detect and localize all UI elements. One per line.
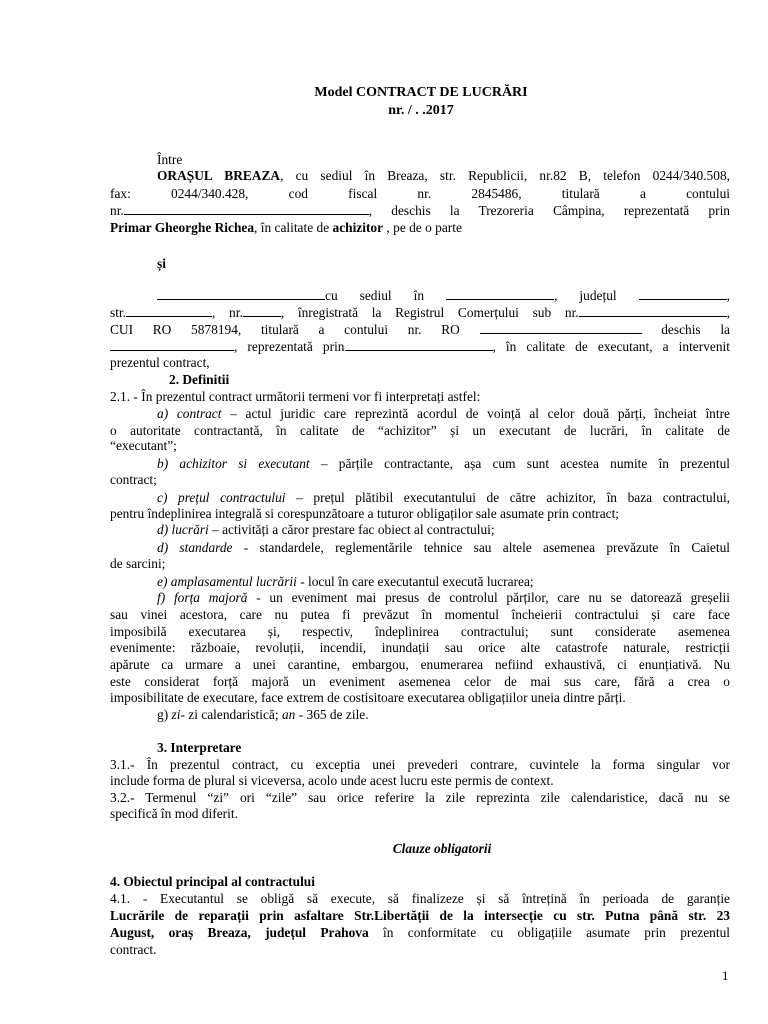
interp-3-1-line1: 3.1.- În prezentul contract, cu exceptia unei prevederi contrare, cuvintele la forma singular vor	[110, 757, 730, 772]
party1-line4-end: , pe de o parte	[383, 220, 462, 235]
def-a-term: a) contract	[157, 406, 222, 421]
party2-street-label: str.	[110, 305, 126, 320]
def-c-line1	[157, 490, 730, 506]
def-e-line1	[157, 574, 730, 590]
def-f-line7: imposibilitate de executare, face extrem de costisitoare executarea obligațiilor uneia dintre părți.	[110, 690, 626, 705]
def-f-text: - un eveniment mai presus de controlul părților, care nu se datorează greșelii	[247, 590, 730, 605]
interp-3-2-line1: 3.2.- Termenul “zi” ori “zile” sau orice referire la zile reprezinta zile calendaristice, dacă nu se	[110, 790, 730, 805]
def-a-text: – actul juridic care reprezintă acordul de voință al celor două părți, încheiat între	[221, 406, 730, 421]
party1-line4	[110, 220, 730, 236]
def-d-term: d) lucrări	[157, 522, 209, 537]
party1-line2: fax: 0244/340.428, cod fiscal nr. 2845486, titulară a contului	[110, 186, 730, 201]
page-number: 1	[722, 968, 729, 983]
party2-rep-text: , reprezentată prin	[234, 339, 345, 354]
blank-street-nr	[243, 305, 281, 317]
party2-account-text: CUI RO 5878194, titulară a contului nr. RO	[110, 322, 460, 337]
party2-opened-text: deschis la	[661, 322, 730, 337]
def-f-line4: evenimente: războaie, revoluții, incendii, inundații sau orice alte catastrofe naturale, restricții	[110, 640, 730, 655]
def-g-text2: - 365 de zile.	[295, 707, 369, 722]
def-d2-text: - standardele, reglementările tehnice sau altele asemenea prevăzute în Caietul	[232, 540, 730, 555]
party2-nr-label: , nr.	[212, 305, 243, 320]
def-a-line1	[157, 406, 730, 422]
party2-line5: prezentul contract,	[110, 355, 210, 370]
def-f-line3: imposibilă executarea și, respectiv, îndeplinirea contractului; sunt considerate asemenea	[110, 624, 730, 639]
party2-line2: str. , nr. , înregistrată la Registrul Comerțului sub nr. ,	[110, 305, 730, 320]
def-a-line2: o autoritate contractantă, în calitate de “achizitor” și un executant de lucrări, în calitate de	[110, 423, 730, 438]
def-f-line1	[157, 590, 730, 606]
blank-registry	[579, 305, 727, 317]
object-line3-text: în conformitate cu obligațiile asumate prin prezentul	[368, 925, 731, 940]
def-c-term: c) prețul contractului	[157, 490, 286, 505]
section-heading-interpretation: 3. Interpretare	[157, 740, 242, 755]
document-title: Model CONTRACT DE LUCRĂRI	[314, 85, 528, 100]
and-conjunction: și	[157, 256, 166, 271]
object-line2: Lucrările de reparații prin asfaltare Str.Libertății de la intersecție cu str. Putna până str. 23	[110, 908, 730, 923]
blank-representative	[345, 339, 493, 351]
party1-line3	[110, 203, 730, 219]
def-b-text: – părțile contractante, așa cum sunt acestea numite în prezentul	[309, 456, 730, 471]
contract-number: nr. / . .2017	[388, 103, 454, 118]
party2-role-text: , în calitate de executant, a intervenit	[492, 339, 730, 354]
party1-name: ORAȘUL BREAZA	[157, 168, 281, 183]
def-e-term: e) amplasamentul lucrării	[157, 574, 297, 589]
def-c-text: – prețul plătibil executantului de către achizitor, în baza contractului,	[285, 490, 731, 505]
interp-3-1-line2: include forma de plural si viceversa, acolo unde acest lucru este permis de context.	[110, 773, 554, 788]
blank-street	[126, 305, 212, 317]
object-line4: contract.	[110, 942, 157, 957]
def-d2-line1	[157, 540, 730, 556]
party2-line1-county: , județul	[554, 288, 617, 303]
def-c-line2: pentru îndeplinirea integrală si corespunzătoare a tuturor obligaților sale asumate prin contract;	[110, 506, 620, 521]
definitions-intro: 2.1. - În prezentul contract următorii termeni vor fi interpretați astfel:	[110, 389, 481, 404]
party1-representative: Primar Gheorghe Richea	[110, 220, 255, 235]
def-d-line1	[157, 522, 730, 538]
blank-account	[124, 203, 369, 215]
party1-line3-prefix: nr.	[110, 203, 124, 218]
blank-bank	[110, 339, 234, 351]
blank-county	[639, 288, 727, 300]
def-a-line3: “executant”;	[110, 438, 177, 453]
interp-3-2-line2: specifică în mod diferit.	[110, 806, 238, 821]
party1-line3-text: , deschis la Trezoreria Câmpina, reprezentată prin	[368, 203, 730, 218]
blank-account-ro	[480, 322, 642, 334]
def-b-term: b) achizitor si executant	[157, 456, 310, 471]
def-f-line2: sau vinei acestora, care nu putea fi prevăzut în momentul încheierii contractului și care face	[110, 607, 730, 622]
def-d-text: – activități a căror prestare fac obiect al contractului;	[208, 522, 495, 537]
def-g-term-an: an	[281, 707, 296, 722]
mandatory-clauses-heading: Clauze obligatorii	[392, 841, 492, 856]
party1-line4-text: , în calitate de	[254, 220, 333, 235]
party2-line4	[110, 339, 730, 355]
party1-line1	[157, 168, 730, 184]
object-location: August, oraș Breaza, județul Prahova	[110, 925, 369, 940]
party2-registry-text: , înregistrată la Registrul Comerțului sub nr.	[280, 305, 579, 320]
def-d2-term: d) standarde	[157, 540, 233, 555]
intro-between: Între	[157, 152, 183, 167]
blank-party2-name	[157, 288, 325, 300]
def-e-text: - locul în care executantul execută lucrarea;	[296, 574, 534, 589]
def-b-line1	[157, 456, 730, 472]
object-line3	[110, 925, 730, 941]
blank-city	[446, 288, 554, 300]
def-f-term: f) forța majoră	[157, 590, 248, 605]
party2-line3	[110, 322, 730, 338]
def-g-term-zi: zi	[171, 707, 181, 722]
section-heading-definitions: 2. Definitii	[169, 372, 230, 387]
def-d2-line2: de sarcini;	[110, 556, 166, 571]
object-line1: 4.1. - Executantul se obligă să execute, să finalizeze și să întrețină în perioada de garanție	[110, 891, 730, 906]
party2-line1-text: cu sediul în	[325, 288, 425, 303]
party2-line1: cu sediul în , județul ,	[157, 288, 730, 304]
def-g-line1	[157, 707, 730, 723]
party1-line1-text: , cu sediul în Breaza, str. Republicii, nr.82 B, telefon 0244/340.508,	[280, 168, 730, 183]
def-f-line5: apărute ca urmare a unei carantine, embargou, enumerarea nefiind exhaustivă, ci enunțiativă. Nu	[110, 657, 730, 672]
def-f-line6: este considerat forță majoră un eveniment asemenea celor de mai sus care, fără a crea o	[110, 674, 730, 689]
section-heading-object: 4. Obiectul principal al contractului	[110, 874, 315, 889]
def-b-line2: contract;	[110, 472, 157, 487]
party1-role: achizitor	[332, 220, 384, 235]
def-g-text1: - zi calendaristică;	[180, 707, 282, 722]
def-g-label: g)	[157, 707, 172, 722]
